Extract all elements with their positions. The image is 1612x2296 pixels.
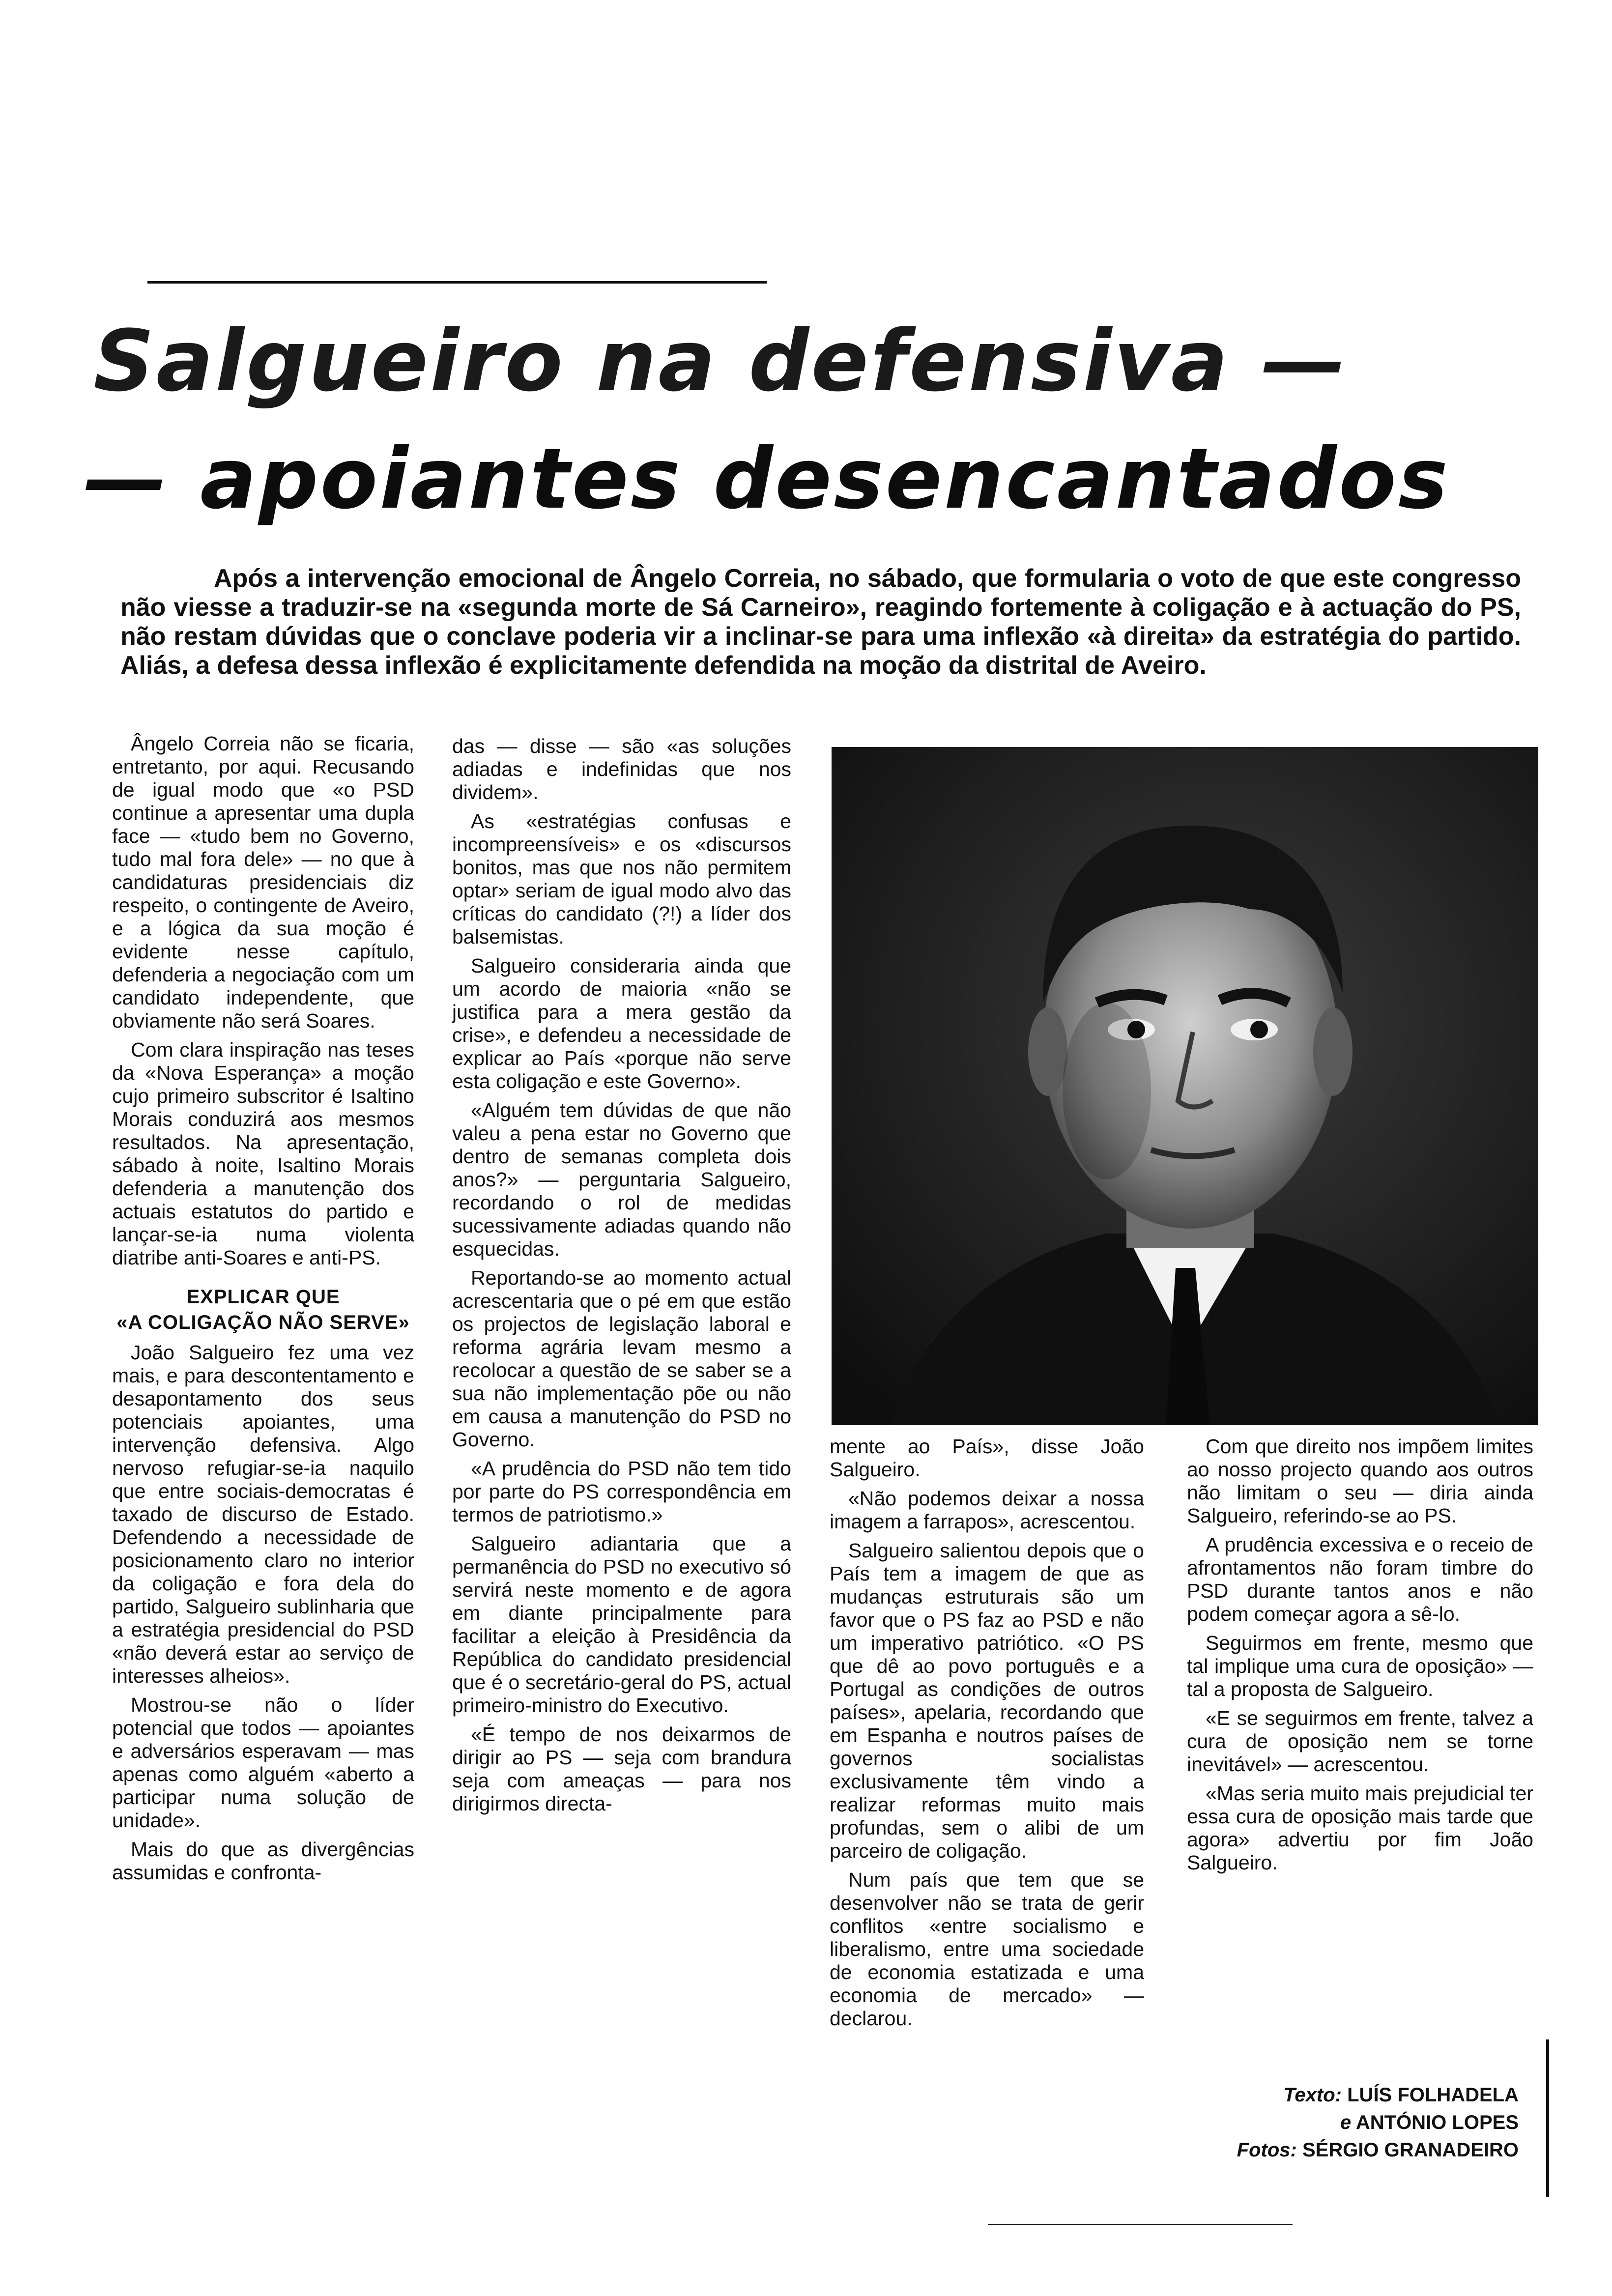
body-column-1: [112, 732, 414, 1884]
body-paragraph: «É tempo de nos deixarmos de dirigir ao PS — seja com brandura seja com ameaças — para nos dirigirmos directa-: [452, 1723, 791, 1815]
byline-credits: [1237, 2081, 1519, 2164]
body-column-2: [452, 735, 791, 1815]
photo-credit-label: Fotos:: [1237, 2139, 1297, 2161]
body-paragraph: As «estratégias confusas e incompreensíveis» e os «discursos bonitos, mas que nos não permitem optar» seriam de igual modo alvo das críticas do candidato (?!) a líder dos balsemistas.: [452, 810, 791, 948]
subheading-line-1: EXPLICAR QUE: [186, 1286, 340, 1308]
body-paragraph: Salgueiro adiantaria que a permanência do PSD no executivo só servirá neste momento e de agora em diante principalmente para facilitar a eleição à Presidência da República do candidato presidencial que é o secretário-geral do PS, actual primeiro-ministro do Executivo.: [452, 1532, 791, 1717]
body-paragraph: Com clara inspiração nas teses da «Nova Esperança» a moção cujo primeiro subscritor é Isaltino Morais conduzirá aos mesmos resultados. Na apresentação, sábado à noite, Isaltino Morais defenderia a manutenção dos actuais estatutos do partido e lançar-se-ia numa violenta diatribe anti-Soares e anti-PS.: [112, 1038, 414, 1269]
body-column-3: [830, 1435, 1144, 2030]
body-paragraph: Mostrou-se não o líder potencial que todos — apoiantes e adversários esperavam — mas apenas como alguém «aberto a participar numa solução de unidade».: [112, 1693, 414, 1832]
top-rule: [147, 281, 767, 284]
body-paragraph: «Alguém tem dúvidas de que não valeu a pena estar no Governo que dentro de semanas completa dois anos?» — perguntaria Salgueiro, recordando o rol de medidas sucessivamente adiadas quando não esquecidas.: [452, 1099, 791, 1260]
body-paragraph: Salgueiro salientou depois que o País tem a imagem de que as mudanças estruturais são um favor que o PS faz ao PSD e não um imperativo patriótico. «O PS que dê ao povo português e a Portugal as condições de outros países», apelaria, recordando que em Espanha e noutros países de governos socialistas exclusivamente têm vindo a realizar reformas muito mais profundas, sem o alibi de um parceiro de coligação.: [830, 1539, 1144, 1862]
column-rule-right: [1546, 2039, 1549, 2197]
text-credit-joiner: e: [1340, 2112, 1352, 2133]
body-paragraph: «A prudência do PSD não tem tido por parte do PS correspondência em termos de patriotismo.»: [452, 1457, 791, 1526]
body-paragraph: «Não podemos deixar a nossa imagem a farrapos», acrescentou.: [830, 1487, 1144, 1533]
body-paragraph: Salgueiro consideraria ainda que um acordo de maioria «não se justifica para a mera gestão da crise», e defendeu a necessidade de explicar ao País «porque não serve esta coligação e este Governo».: [452, 954, 791, 1092]
body-paragraph: Com que direito nos impõem limites ao nosso projecto quando aos outros não limitam o seu — diria ainda Salgueiro, referindo-se ao PS.: [1187, 1435, 1533, 1527]
headline-line-2: — apoiantes desencantados: [84, 430, 1450, 528]
text-author-2: ANTÓNIO LOPES: [1355, 2112, 1519, 2133]
portrait-illustration: [832, 747, 1538, 1425]
body-paragraph: Reportando-se ao momento actual acrescentaria que o pé em que estão os projectos de legislação laboral e reforma agrária levam mesmo a recolocar a questão de se saber se a sua não implementação põe ou não em causa a manutenção do PSD no Governo.: [452, 1266, 791, 1451]
text-credit-line-2: [1237, 2109, 1519, 2136]
text-author-1: LUÍS FOLHADELA: [1347, 2084, 1519, 2106]
body-paragraph: das — disse — são «as soluções adiadas e indefinidas que nos dividem».: [452, 735, 791, 804]
lede-paragraph: Após a intervenção emocional de Ângelo Correia, no sábado, que formularia o voto de que este congresso não viesse a traduzir-se na «segunda morte de Sá Carneiro», reagindo fortemente à coligação e à actuação do PS, não restam dúvidas que o conclave poderia vir a inclinar-se para uma inflexão «à direita» da estratégia do partido. Aliás, a defesa dessa inflexão é explicitamente defendida na moção da distrital de Aveiro.: [120, 564, 1521, 680]
headline-line-1: Salgueiro na defensiva —: [93, 312, 1348, 410]
section-subheading: [112, 1284, 414, 1335]
photo-author: SÉRGIO GRANADEIRO: [1302, 2139, 1519, 2161]
bottom-rule: [988, 2224, 1293, 2225]
body-paragraph: «Mas seria muito mais prejudicial ter essa cura de oposição mais tarde que agora» advertiu por fim João Salgueiro.: [1187, 1782, 1533, 1874]
subheading-line-2: «A COLIGAÇÃO NÃO SERVE»: [116, 1312, 410, 1333]
body-paragraph: A prudência excessiva e o receio de afrontamentos não foram timbre do PSD durante tantos anos e não podem começar agora a sê-lo.: [1187, 1533, 1533, 1625]
body-paragraph: «E se seguirmos em frente, talvez a cura de oposição nem se torne inevitável» — acrescentou.: [1187, 1707, 1533, 1776]
body-paragraph: João Salgueiro fez uma vez mais, e para descontentamento e desapontamento dos seus potenciais apoiantes, uma intervenção defensiva. Algo nervoso refugiar-se-ia naquilo que entre sociais-democratas é taxado de discurso de Estado. Defendendo a necessidade de posicionamento claro no interior da coligação e fora dela do partido, Salgueiro sublinharia que a estratégia presidencial do PSD «não deverá estar ao serviço de interesses alheios».: [112, 1341, 414, 1687]
body-paragraph: Ângelo Correia não se ficaria, entretanto, por aqui. Recusando de igual modo que «o PSD continue a apresentar uma dupla face — «tudo bem no Governo, tudo mal fora dele» — no que à candidaturas presidenciais diz respeito, o contingente de Aveiro, e a lógica da sua moção é evidente nesse capítulo, defenderia a negociação com um candidato independente, que obviamente não será Soares.: [112, 732, 414, 1032]
body-paragraph: Num país que tem que se desenvolver não se trata de gerir conflitos «entre socialismo e liberalismo, entre uma sociedade de economia estatizada e uma economia de mercado» — declarou.: [830, 1868, 1144, 2030]
text-credit-label: Texto:: [1283, 2084, 1342, 2106]
body-paragraph: Seguirmos em frente, mesmo que tal implique uma cura de oposição» — tal a proposta de Salgueiro.: [1187, 1632, 1533, 1700]
body-paragraph: mente ao País», disse João Salgueiro.: [830, 1435, 1144, 1481]
text-credit-line: [1237, 2081, 1519, 2109]
portrait-photo: [832, 747, 1538, 1425]
photo-credit-line: [1237, 2136, 1519, 2164]
body-column-4: [1187, 1435, 1533, 1874]
body-paragraph: Mais do que as divergências assumidas e confronta-: [112, 1838, 414, 1884]
